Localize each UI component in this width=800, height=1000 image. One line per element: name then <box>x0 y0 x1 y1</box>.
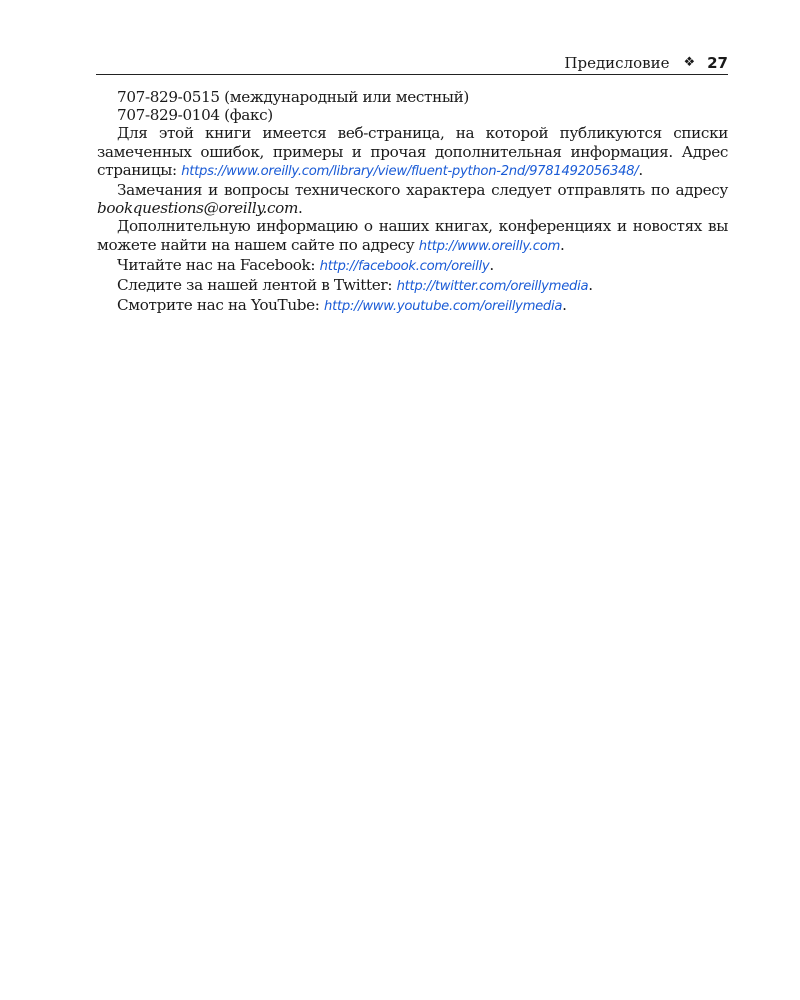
webpage-paragraph <box>97 124 728 181</box>
youtube-line <box>97 296 728 316</box>
questions-text: Замечания и вопросы технического характера следует отправлять по адресу <box>117 181 728 200</box>
twitter-line <box>97 276 728 296</box>
youtube-end: . <box>562 296 567 315</box>
section-title: Предисловие <box>564 54 670 72</box>
phone-line <box>97 88 728 106</box>
facebook-end: . <box>489 255 494 274</box>
header-rule <box>96 74 728 75</box>
twitter-link[interactable]: http://twitter.com/oreillymedia <box>396 279 589 295</box>
page-number: 27 <box>707 54 728 72</box>
webpage-link[interactable]: https://www.oreilly.com/library/view/fluent-python-2nd/9781492056348/ <box>181 163 639 179</box>
questions-email[interactable]: bookquestions@oreilly.com <box>97 199 299 218</box>
fax-line <box>97 106 728 124</box>
questions-end: . <box>298 199 303 218</box>
facebook-text: Читайте нас на Facebook: <box>117 255 320 274</box>
questions-paragraph <box>97 181 728 217</box>
youtube-text: Смотрите нас на YouTube: <box>117 296 325 315</box>
info-text: Дополнительную информацию о наших книгах, конференциях и новостях вы можете найти на нашем сайте по адресу <box>97 217 728 254</box>
twitter-text: Следите за нашей лентой в Twitter: <box>117 276 397 295</box>
facebook-line <box>97 256 728 276</box>
page-body <box>97 88 728 316</box>
youtube-link[interactable]: http://www.youtube.com/oreillymedia <box>324 299 563 315</box>
info-paragraph <box>97 217 728 255</box>
webpage-end: . <box>638 160 643 179</box>
running-header <box>96 53 728 73</box>
ornament-icon: ❖ <box>683 55 696 70</box>
info-end: . <box>560 235 565 254</box>
info-link[interactable]: http://www.oreilly.com <box>418 238 561 254</box>
phone-text: 707-829-0515 (международный или местный) <box>117 88 469 106</box>
webpage-text: Для этой книги имеется веб-страница, на которой публикуются списки замеченных ошибок, примеры и прочая дополнительная информация. Адрес страницы: <box>97 124 728 179</box>
fax-text: 707-829-0104 (факс) <box>117 106 273 125</box>
twitter-end: . <box>588 276 593 295</box>
facebook-link[interactable]: http://facebook.com/oreilly <box>319 258 490 274</box>
